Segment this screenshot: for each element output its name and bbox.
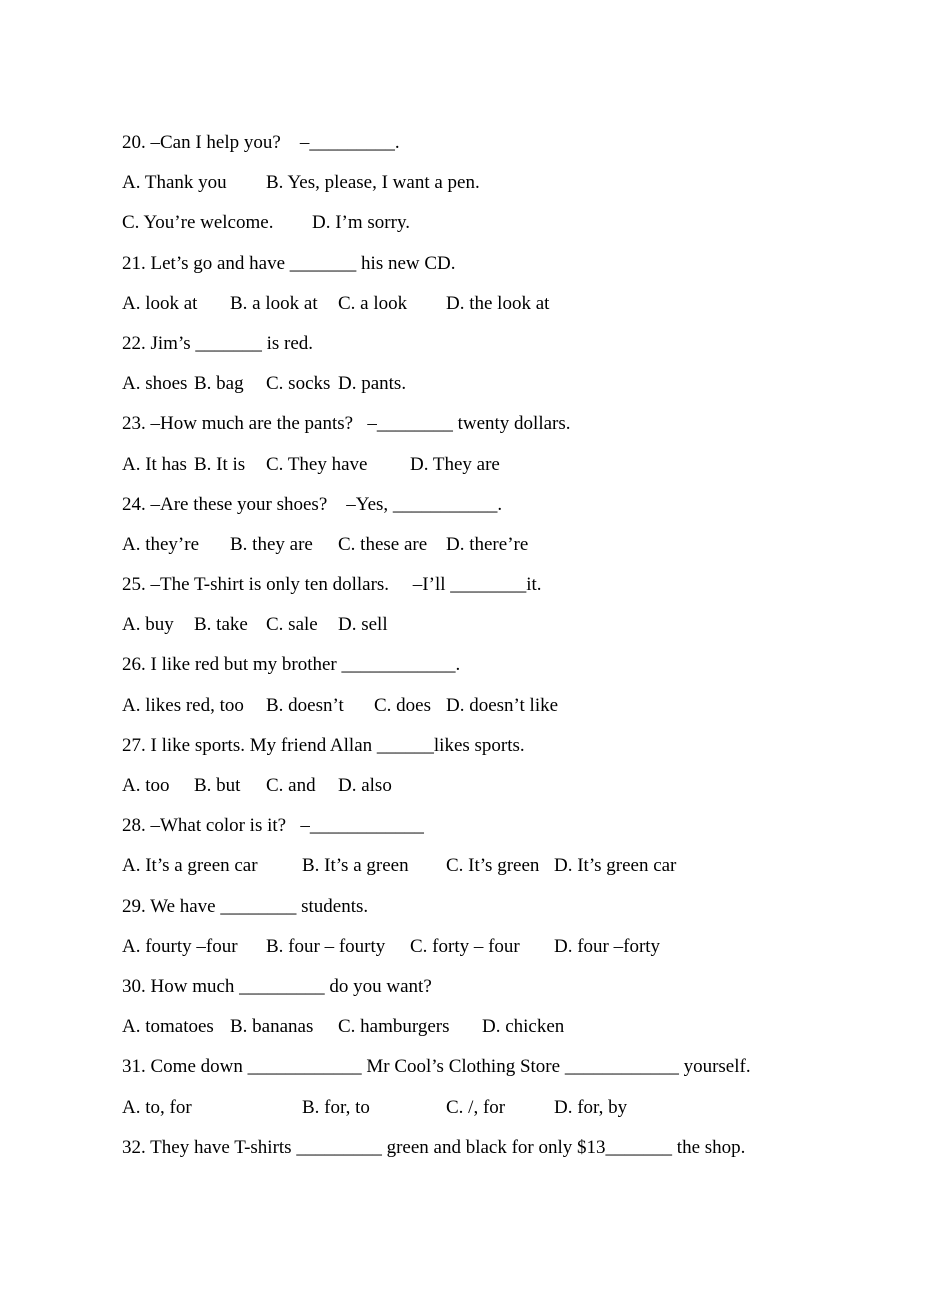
question-stem: 23. –How much are the pants? –________ twenty dollars. [122, 413, 571, 435]
option-c: C. hamburgers [338, 1016, 450, 1038]
question-stem: 32. They have T-shirts _________ green and black for only $13_______ the shop. [122, 1136, 746, 1158]
question-stem: 31. Come down ____________ Mr Cool’s Clothing Store ____________ yourself. [122, 1056, 751, 1078]
option-c: C. sale [266, 614, 318, 636]
option-b: B. bananas [230, 1016, 314, 1038]
options-row [122, 933, 882, 973]
options-row [122, 1013, 882, 1053]
option-d: D. I’m sorry. [312, 212, 410, 234]
options-row [122, 370, 882, 410]
option-c: C. You’re welcome. [122, 212, 274, 234]
question-stem: 27. I like sports. My friend Allan ______likes sports. [122, 734, 525, 756]
option-a: A. fourty –four [122, 935, 238, 957]
option-a: A. they’re [122, 533, 200, 555]
question-stem: 20. –Can I help you? –_________. [122, 132, 400, 153]
option-d: D. It’s green car [554, 855, 677, 877]
option-b: B. take [194, 614, 248, 636]
option-b: B. bag [194, 373, 244, 395]
option-d: D. pants. [338, 373, 407, 395]
option-d: D. there’re [446, 533, 529, 555]
option-b: B. It is [194, 453, 246, 475]
option-b: B. but [194, 775, 241, 796]
option-a: A. tomatoes [122, 1016, 214, 1038]
option-c: C. does [374, 694, 431, 716]
option-d: D. sell [338, 614, 388, 636]
option-c: C. and [266, 775, 316, 796]
option-c: C. They have [266, 453, 368, 475]
question-stem: 24. –Are these your shoes? –Yes, ___________. [122, 493, 503, 515]
options-row [122, 531, 882, 571]
options-row [122, 1094, 882, 1134]
option-b: B. Yes, please, I want a pen. [266, 172, 480, 194]
option-c: C. socks [266, 373, 331, 395]
option-a: A. likes red, too [122, 694, 244, 716]
options-row [122, 451, 882, 491]
option-c: C. It’s green [446, 855, 540, 877]
option-a: A. Thank you [122, 172, 227, 194]
option-d: D. the look at [446, 292, 550, 314]
options-row [122, 209, 882, 249]
question-stem: 21. Let’s go and have _______ his new CD. [122, 252, 456, 274]
question-stem: 22. Jim’s _______ is red. [122, 332, 314, 354]
question-stem: 26. I like red but my brother ____________. [122, 654, 461, 676]
option-c: C. /, for [446, 1096, 506, 1118]
question-list [122, 129, 882, 1174]
question-stem: 28. –What color is it? –____________ [122, 815, 424, 837]
option-d: D. They are [410, 453, 500, 475]
option-a: A. It’s a green car [122, 855, 258, 877]
option-d: D. also [338, 775, 392, 796]
option-a: A. buy [122, 614, 174, 636]
option-b: B. a look at [230, 292, 318, 314]
option-b: B. for, to [302, 1096, 370, 1118]
option-d: D. chicken [482, 1016, 565, 1038]
question-stem: 30. How much _________ do you want? [122, 975, 432, 997]
option-d: D. for, by [554, 1096, 628, 1118]
option-b: B. doesn’t [266, 694, 344, 716]
option-a: A. too [122, 775, 170, 796]
option-a: A. to, for [122, 1096, 192, 1118]
option-c: C. these are [338, 533, 428, 555]
option-d: D. doesn’t like [446, 694, 559, 716]
option-c: C. forty – four [410, 935, 520, 957]
options-row [122, 772, 882, 812]
option-d: D. four –forty [554, 935, 661, 957]
option-a: A. shoes [122, 373, 188, 395]
option-a: A. It has [122, 453, 187, 475]
options-row [122, 611, 882, 651]
options-row [122, 169, 882, 209]
question-stem: 25. –The T-shirt is only ten dollars. –I’ll ________it. [122, 574, 542, 596]
option-b: B. four – fourty [266, 935, 386, 957]
options-row [122, 692, 882, 732]
option-a: A. look at [122, 292, 198, 314]
options-row [122, 852, 882, 892]
option-b: B. they are [230, 533, 313, 555]
option-b: B. It’s a green [302, 855, 409, 877]
question-stem: 29. We have ________ students. [122, 895, 369, 917]
options-row [122, 290, 882, 330]
option-c: C. a look [338, 292, 408, 314]
